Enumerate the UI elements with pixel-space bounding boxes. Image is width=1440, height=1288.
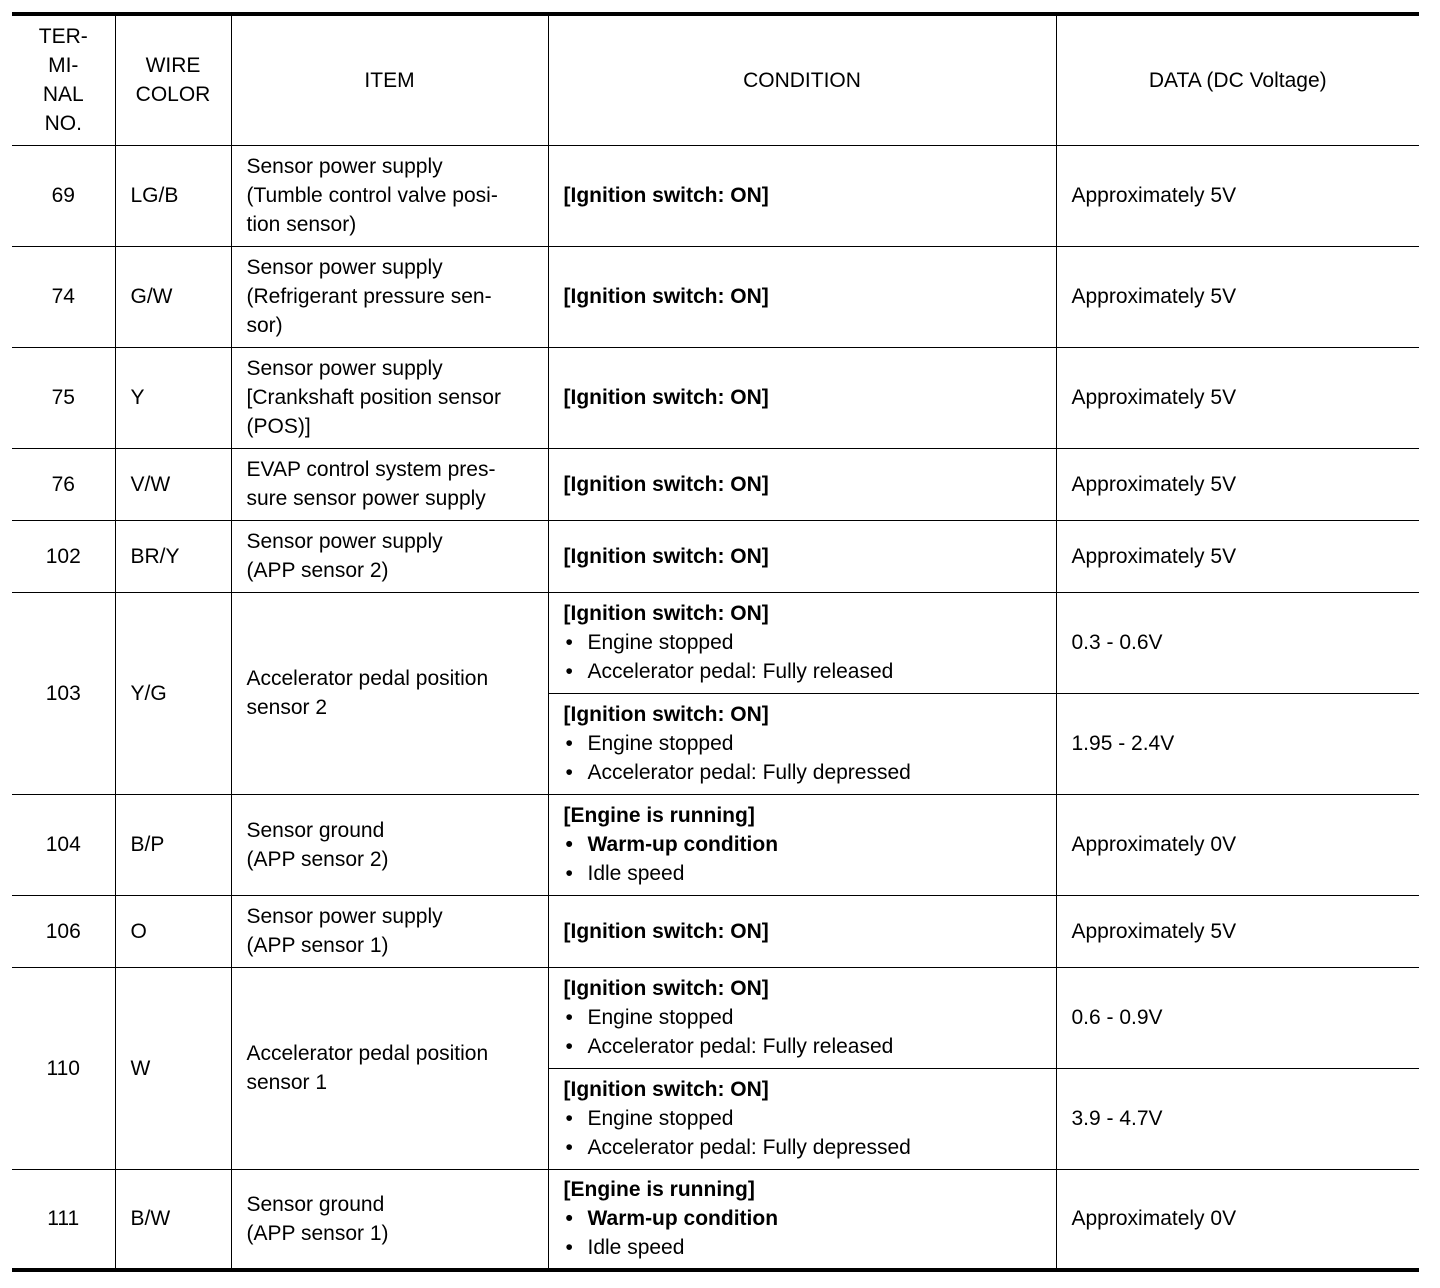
item-line: Sensor power supply: [246, 357, 443, 380]
condition-title: [Ignition switch: ON]: [563, 703, 769, 726]
item-line: EVAP control system pres-: [246, 458, 496, 481]
terminal-number: 103: [12, 592, 115, 794]
condition-cell: [548, 347, 1056, 448]
header-row: [12, 14, 1419, 145]
data-value: Approximately 5V: [1056, 520, 1419, 592]
terminal-number: 74: [12, 246, 115, 347]
data-value: Approximately 5V: [1056, 347, 1419, 448]
terminal-number: 106: [12, 895, 115, 967]
table-row: [12, 794, 1419, 895]
item-line: Sensor power supply: [246, 530, 443, 553]
condition-cell: [548, 1068, 1056, 1169]
condition-cell: [548, 246, 1056, 347]
data-value: 0.3 - 0.6V: [1056, 592, 1419, 693]
condition-bullet: • Accelerator pedal: Fully depressed: [564, 758, 1041, 787]
terminal-number: 69: [12, 145, 115, 246]
wire-color: B/W: [115, 1169, 231, 1270]
data-value: 1.95 - 2.4V: [1056, 693, 1419, 794]
condition-bullet: • Engine stopped: [564, 729, 1041, 758]
data-value: 3.9 - 4.7V: [1056, 1068, 1419, 1169]
item-line: sor): [246, 314, 283, 337]
condition-bullet: • Idle speed: [564, 859, 1041, 888]
item-line: Sensor power supply: [246, 155, 443, 178]
condition-cell: [548, 895, 1056, 967]
wire-color: W: [115, 967, 231, 1169]
item-description: [231, 794, 548, 895]
item-description: [231, 448, 548, 520]
item-line: (Refrigerant pressure sen-: [246, 285, 492, 308]
terminal-number: 111: [12, 1169, 115, 1270]
item-line: (APP sensor 2): [246, 847, 389, 871]
condition-title: [Ignition switch: ON]: [563, 919, 769, 943]
condition-title: [Engine is running]: [563, 804, 755, 827]
wire-color: Y: [115, 347, 231, 448]
table-row: [12, 520, 1419, 592]
condition-bullet: • Warm-up condition: [564, 1204, 1041, 1233]
data-value: Approximately 5V: [1056, 448, 1419, 520]
condition-title: [Ignition switch: ON]: [563, 544, 769, 568]
item-line: [Crankshaft position sensor: [246, 386, 501, 409]
wire-color: LG/B: [115, 145, 231, 246]
item-line: Sensor ground: [246, 1192, 385, 1216]
terminal-number: 76: [12, 448, 115, 520]
condition-cell: [548, 794, 1056, 895]
item-line: Accelerator pedal position: [246, 667, 489, 690]
item-description: [231, 895, 548, 967]
item-line: Accelerator pedal position: [246, 1042, 489, 1065]
condition-title: [Ignition switch: ON]: [563, 472, 769, 496]
header-item: ITEM: [231, 14, 548, 145]
condition-title: [Engine is running]: [563, 1178, 755, 1202]
terminal-number: 104: [12, 794, 115, 895]
condition-bullet: • Engine stopped: [564, 628, 1041, 657]
item-line: Sensor power supply: [246, 905, 443, 928]
item-description: [231, 520, 548, 592]
wire-color: Y/G: [115, 592, 231, 794]
item-line: sensor 2: [246, 696, 328, 719]
data-value: Approximately 5V: [1056, 246, 1419, 347]
item-description: [231, 592, 548, 794]
header-data: DATA (DC Voltage): [1056, 14, 1419, 145]
condition-bullet: • Accelerator pedal: Fully depressed: [564, 1133, 1041, 1162]
table-row: [12, 895, 1419, 967]
condition-cell: [548, 448, 1056, 520]
wire-color: O: [115, 895, 231, 967]
item-description: [231, 347, 548, 448]
table-row: [12, 145, 1419, 246]
item-line: (POS)]: [246, 415, 311, 438]
condition-bullet: • Idle speed: [564, 1233, 1041, 1262]
table-row: [12, 592, 1419, 693]
condition-bullet: • Warm-up condition: [564, 830, 1041, 859]
item-description: [231, 145, 548, 246]
condition-cell: [548, 693, 1056, 794]
data-value: Approximately 5V: [1056, 895, 1419, 967]
condition-title: [Ignition switch: ON]: [563, 1078, 769, 1101]
condition-cell: [548, 145, 1056, 246]
condition-title: [Ignition switch: ON]: [563, 602, 769, 625]
table-row: [12, 448, 1419, 520]
item-description: [231, 967, 548, 1169]
condition-title: [Ignition switch: ON]: [563, 184, 769, 207]
wire-color: G/W: [115, 246, 231, 347]
header-wire-color: WIRE COLOR: [115, 14, 231, 145]
condition-cell: [548, 592, 1056, 693]
item-description: [231, 1169, 548, 1270]
item-line: (Tumble control valve posi-: [246, 184, 498, 207]
terminal-number: 75: [12, 347, 115, 448]
condition-bullet: • Accelerator pedal: Fully released: [564, 657, 1041, 686]
terminal-number: 102: [12, 520, 115, 592]
table-row: [12, 1169, 1419, 1270]
item-description: [231, 246, 548, 347]
item-line: (APP sensor 2): [246, 559, 389, 582]
table-row: [12, 347, 1419, 448]
data-value: Approximately 0V: [1056, 1169, 1419, 1270]
item-line: Sensor power supply: [246, 256, 443, 279]
item-line: (APP sensor 1): [246, 1221, 389, 1245]
header-condition: CONDITION: [548, 14, 1056, 145]
item-line: Sensor ground: [246, 818, 385, 842]
condition-title: [Ignition switch: ON]: [563, 285, 769, 308]
condition-title: [Ignition switch: ON]: [563, 977, 769, 1000]
data-value: 0.6 - 0.9V: [1056, 967, 1419, 1068]
wire-color: B/P: [115, 794, 231, 895]
condition-title: [Ignition switch: ON]: [563, 386, 769, 409]
item-line: sure sensor power supply: [246, 487, 486, 510]
condition-bullet: • Engine stopped: [564, 1104, 1041, 1133]
table-body: [12, 145, 1419, 1270]
condition-bullet: • Accelerator pedal: Fully released: [564, 1032, 1041, 1061]
terminal-data-table: [12, 12, 1419, 1272]
item-line: sensor 1: [246, 1071, 328, 1094]
table-row: [12, 967, 1419, 1068]
data-value: Approximately 5V: [1056, 145, 1419, 246]
condition-cell: [548, 1169, 1056, 1270]
table-row: [12, 246, 1419, 347]
header-terminal-no: TER- MI- NAL NO.: [12, 14, 115, 145]
item-line: (APP sensor 1): [246, 934, 389, 957]
wire-color: V/W: [115, 448, 231, 520]
terminal-number: 110: [12, 967, 115, 1169]
item-line: tion sensor): [246, 213, 357, 236]
data-value: Approximately 0V: [1056, 794, 1419, 895]
condition-cell: [548, 520, 1056, 592]
condition-bullet: • Engine stopped: [564, 1003, 1041, 1032]
wire-color: BR/Y: [115, 520, 231, 592]
condition-cell: [548, 967, 1056, 1068]
